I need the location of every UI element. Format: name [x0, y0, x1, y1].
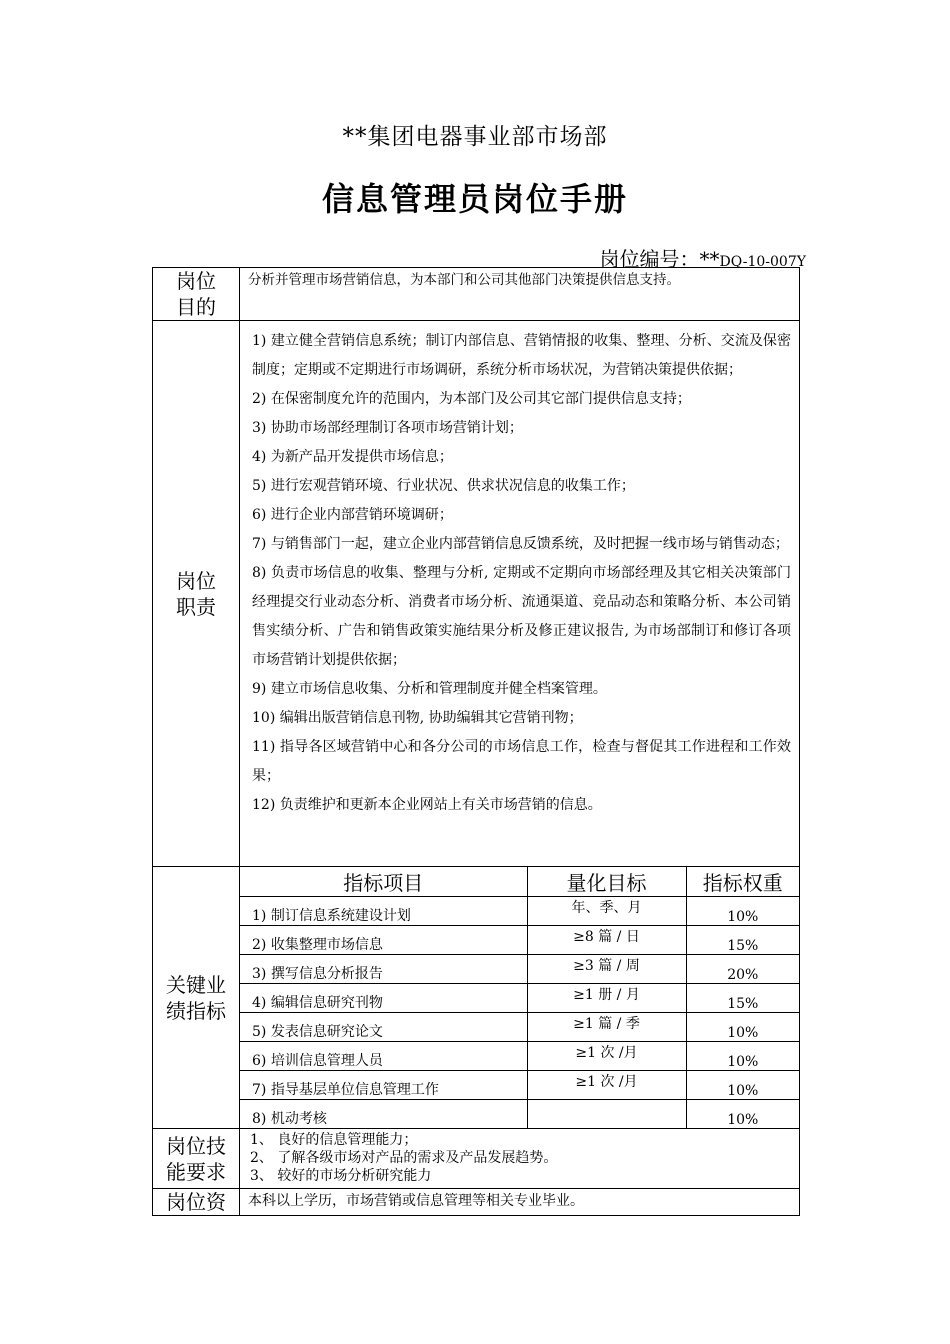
qualification-row — [153, 1189, 800, 1216]
duty-item: 10) 编辑出版营销信息刊物, 协助编辑其它营销刊物； — [252, 710, 583, 726]
purpose-label-line-1: 岗位 — [176, 269, 216, 293]
position-code-value: DQ-10-007Y — [719, 254, 806, 270]
purpose-row — [153, 268, 800, 321]
kpi-item: 1) 制订信息系统建设计划 — [240, 897, 527, 926]
kpi-row — [153, 867, 800, 1129]
kpi-item: 5) 发表信息研究论文 — [240, 1013, 527, 1042]
kpi-item: 8) 机动考核 — [240, 1100, 527, 1129]
kpi-cell — [240, 867, 800, 1129]
kpi-header-target: 量化目标 — [527, 867, 686, 897]
kpi-item: 2) 收集整理市场信息 — [240, 926, 527, 955]
kpi-item: 6) 培训信息管理人员 — [240, 1042, 527, 1071]
skills-label-line-2: 能要求 — [166, 1159, 226, 1184]
skills-label-line-1: 岗位技 — [166, 1133, 226, 1158]
kpi-target: ≥1 册 / 月 — [527, 984, 686, 1013]
kpi-weight: 20% — [686, 955, 799, 984]
skills-list — [240, 1129, 800, 1189]
kpi-label-line-1: 关键业 — [166, 972, 226, 997]
qualification-label-text: 岗位资 — [166, 1190, 226, 1214]
kpi-weight: 10% — [686, 1100, 799, 1129]
duty-item: 8) 负责市场信息的收集、整理与分析, 定期或不定期向市场部经理及其它相关决策部门经理提交行业动态分析、消费者市场分析、流通渠道、竞品动态和策略分析、本公司销售实绩分析、广告和销售政策实施结果分析及修正建议报告, 为市场部制订和修订各项市场营销计划提供依据； — [252, 565, 791, 668]
kpi-data-row — [240, 897, 799, 926]
skill-item: 1、 良好的信息管理能力； — [250, 1132, 418, 1148]
duty-item: 6) 进行企业内部营销环境调研； — [252, 507, 453, 523]
kpi-table — [240, 867, 799, 1128]
kpi-data-row — [240, 926, 799, 955]
kpi-item: 7) 指导基层单位信息管理工作 — [240, 1071, 527, 1100]
duty-item: 3) 协助市场部经理制订各项市场营销计划； — [252, 420, 523, 436]
organization-name: **集团电器事业部市场部 — [342, 124, 608, 150]
position-code-stars: ** — [699, 247, 720, 271]
skill-item: 3、 较好的市场分析研究能力 — [250, 1168, 432, 1184]
kpi-target: ≥1 次 /月 — [527, 1042, 686, 1071]
kpi-weight: 10% — [686, 1071, 799, 1100]
kpi-weight: 10% — [686, 1042, 799, 1071]
duty-item: 5) 进行宏观营销环境、行业状况、供求状况信息的收集工作； — [252, 478, 635, 494]
duties-list — [240, 321, 800, 867]
kpi-header-item: 指标项目 — [240, 867, 527, 897]
duty-item: 12) 负责维护和更新本企业网站上有关市场营销的信息。 — [252, 797, 602, 813]
kpi-data-row — [240, 1100, 799, 1129]
kpi-target: ≥1 篇 / 季 — [527, 1013, 686, 1042]
duty-item: 7) 与销售部门一起，建立企业内部营销信息反馈系统，及时把握一线市场与销售动态； — [252, 536, 789, 552]
purpose-label-line-2: 目的 — [176, 295, 216, 319]
duty-item: 1) 建立健全营销信息系统；制订内部信息、营销情报的收集、整理、分析、交流及保密制度；定期或不定期进行市场调研，系统分析市场状况，为营销决策提供依据； — [252, 333, 791, 378]
duty-item: 11) 指导各区域营销中心和各分公司的市场信息工作，检查与督促其工作进程和工作效果； — [252, 739, 791, 784]
kpi-data-row — [240, 984, 799, 1013]
kpi-item: 4) 编辑信息研究刊物 — [240, 984, 527, 1013]
kpi-target — [527, 1100, 686, 1129]
kpi-label — [153, 867, 240, 1129]
kpi-data-row — [240, 1013, 799, 1042]
kpi-data-row — [240, 955, 799, 984]
duties-row — [153, 321, 800, 867]
duty-item: 4) 为新产品开发提供市场信息； — [252, 449, 453, 465]
kpi-weight: 10% — [686, 1013, 799, 1042]
position-code-label: 岗位编号： — [599, 247, 700, 271]
kpi-target: 年、季、月 — [527, 897, 686, 926]
kpi-weight: 15% — [686, 984, 799, 1013]
purpose-text: 分析并管理市场营销信息，为本部门和公司其他部门决策提供信息支持。 — [240, 268, 800, 321]
kpi-label-line-2: 绩指标 — [166, 998, 226, 1023]
kpi-weight: 15% — [686, 926, 799, 955]
duties-label-line-2: 职责 — [176, 594, 216, 619]
kpi-item: 3) 撰写信息分析报告 — [240, 955, 527, 984]
duty-item: 2) 在保密制度允许的范围内，为本部门及公司其它部门提供信息支持； — [252, 391, 691, 407]
kpi-data-row — [240, 1042, 799, 1071]
kpi-target: ≥3 篇 / 周 — [527, 955, 686, 984]
duties-label-line-1: 岗位 — [176, 568, 216, 593]
purpose-label — [153, 268, 240, 321]
skills-label — [153, 1129, 240, 1189]
duties-label — [153, 321, 240, 867]
kpi-header-row — [240, 867, 799, 897]
document-title: 信息管理员岗位手册 — [321, 180, 628, 218]
kpi-target: ≥1 次 /月 — [527, 1071, 686, 1100]
kpi-header-weight: 指标权重 — [686, 867, 799, 897]
duty-item: 9) 建立市场信息收集、分析和管理制度并健全档案管理。 — [252, 681, 607, 697]
qualification-text: 本科以上学历，市场营销或信息管理等相关专业毕业。 — [240, 1189, 800, 1216]
kpi-target: ≥8 篇 / 日 — [527, 926, 686, 955]
skills-row — [153, 1129, 800, 1189]
job-manual-table — [152, 267, 800, 1216]
qualification-label — [153, 1189, 240, 1216]
kpi-weight: 10% — [686, 897, 799, 926]
skill-item: 2、 了解各级市场对产品的需求及产品发展趋势。 — [250, 1150, 558, 1166]
kpi-data-row — [240, 1071, 799, 1100]
